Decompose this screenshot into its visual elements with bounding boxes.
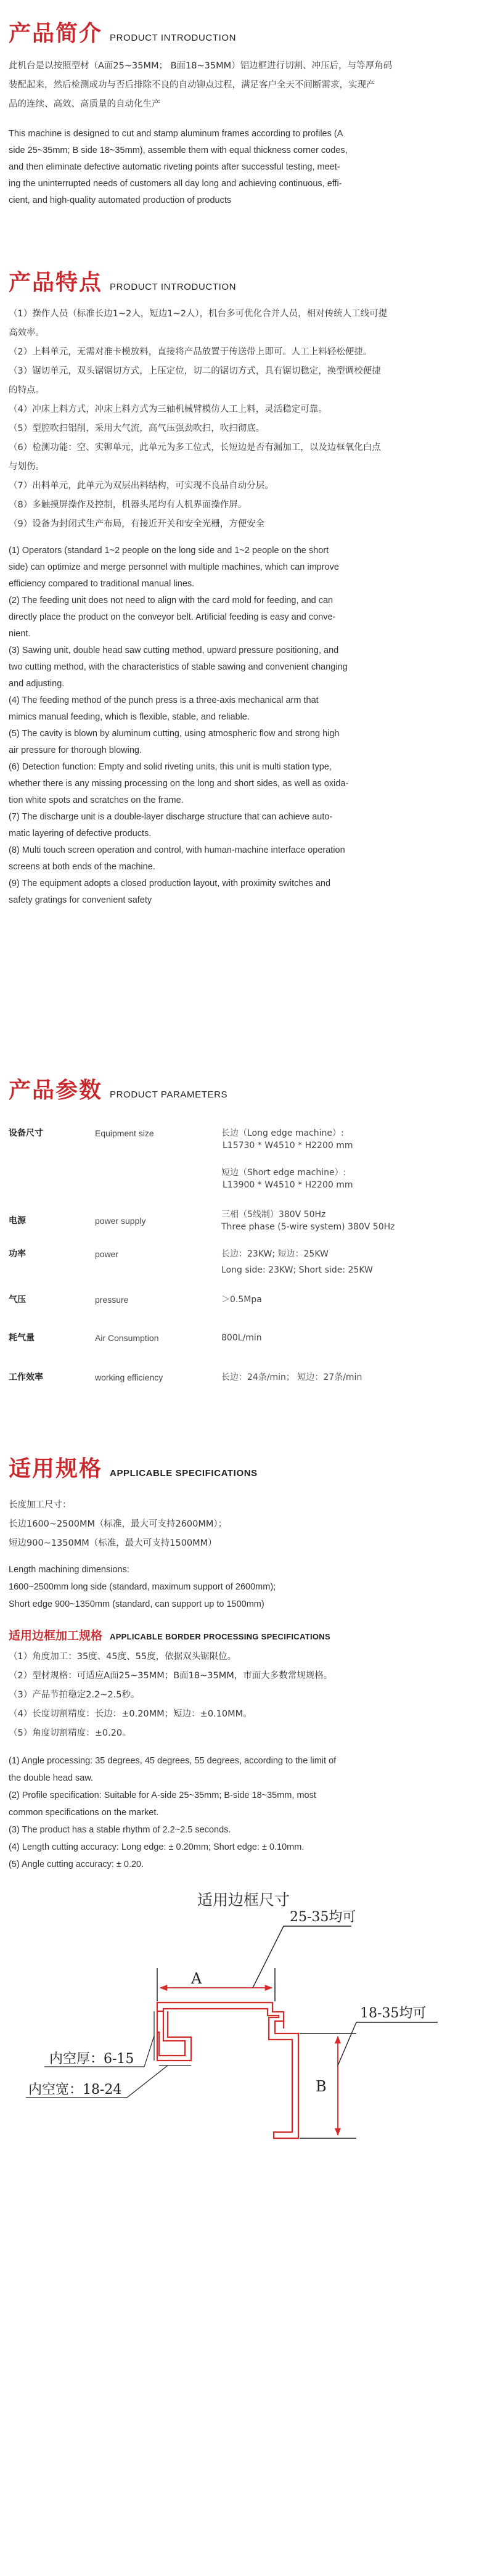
- feature-cn-line: （7）出料单元，此单元为双层出料结构，可实现不良品自动分层。: [9, 481, 274, 491]
- border-specs-title-cn: 适用边框加工规格: [9, 1629, 103, 1643]
- leader-inner-w: [127, 2065, 168, 2098]
- param-key: 功率: [9, 1249, 26, 1259]
- param-value: [221, 1294, 262, 1306]
- intro-cn-line: 此机台是以按照型材（A面25~35MM； B面18~35MM）铝边框进行切割、冲压后，与等厚角码: [9, 61, 393, 71]
- feature-en-line: (4) The feeding method of the punch press is a three-axis mechanical arm that: [9, 695, 319, 705]
- border-specs-title-en: APPLICABLE BORDER PROCESSING SPECIFICATIONS: [110, 1632, 330, 1641]
- param-value-line: L15730 * W4510 * H2200 mm: [223, 1141, 353, 1151]
- label-inner-width: 内空宽：18-24: [28, 2082, 122, 2098]
- param-value-line: 短边（Short edge machine）:: [221, 1168, 346, 1178]
- intro-en-line: and then eliminate defective automatic riveting points after successful testing, meet-: [9, 162, 340, 172]
- leader-b: [338, 2022, 356, 2065]
- param-key-en: pressure: [95, 1295, 129, 1305]
- param-key-en: power supply: [95, 1216, 146, 1226]
- param-value: [221, 1332, 262, 1344]
- feature-en-line: mimics manual feeding, which is flexible, stable, and reliable.: [9, 712, 250, 722]
- feature-en-line: safety gratings for convenient safety: [9, 895, 152, 905]
- intro-en-text: [9, 126, 477, 209]
- param-key-en: Equipment size: [95, 1128, 154, 1138]
- leader-a: [253, 1926, 284, 1988]
- param-key-en: power: [95, 1249, 119, 1259]
- feature-cn-line: 高效率。: [9, 328, 44, 338]
- features-header: [9, 265, 236, 297]
- features-en-text: [9, 543, 477, 909]
- border-spec-cn-line: （1）角度加工：35度、45度、55度，依据双头锯限位。: [9, 1652, 237, 1662]
- specs-cn-line: 长度加工尺寸：: [9, 1500, 72, 1510]
- feature-en-line: matic layering of defective products.: [9, 829, 152, 839]
- param-value-line: L13900 * W4510 * H2200 mm: [223, 1180, 353, 1190]
- feature-en-line: (3) Sawing unit, double head saw cutting method, upward pressure positioning, and: [9, 646, 339, 655]
- specs-header: [9, 1451, 258, 1483]
- intro-header: [9, 16, 236, 47]
- frame-profile-diagram: [0, 1881, 487, 2201]
- param-value: [221, 1127, 353, 1191]
- specs-en-line: 1600~2500mm long side (standard, maximum support of 2600mm);: [9, 1582, 276, 1592]
- border-spec-cn-line: （3）产品节拍稳定2.2~2.5秒。: [9, 1690, 140, 1700]
- params-title-en: PRODUCT PARAMETERS: [110, 1089, 228, 1100]
- feature-en-line: side) can optimize and merge personnel with multiple machines, which can improve: [9, 562, 339, 572]
- param-value-spacer: [221, 1152, 353, 1167]
- feature-en-line: nient.: [9, 629, 31, 639]
- param-value-line: 800L/min: [221, 1333, 262, 1343]
- feature-cn-line: 与划伤。: [9, 462, 44, 472]
- specs-en-text: [9, 1561, 477, 1613]
- intro-en-line: side 25~35mm; B side 18~35mm), assemble them with equal thickness corner codes,: [9, 146, 348, 155]
- border-spec-en-line: the double head saw.: [9, 1773, 94, 1783]
- intro-en-line: cient, and high-quality automated production of products: [9, 195, 232, 205]
- param-value-line: 长边：24条/min； 短边：27条/min: [221, 1372, 362, 1382]
- feature-cn-line: （1）操作人员（标准长边1~2人，短边1~2人），机台多可优化合并人员，相对传统人工线可提: [9, 309, 388, 319]
- features-title-cn: 产品特点: [9, 270, 103, 295]
- intro-cn-text: [9, 57, 477, 114]
- border-spec-cn-line: （4）长度切割精度：长边：±0.20MM；短边：±0.10MM。: [9, 1709, 252, 1719]
- diagram-title: 适用边框尺寸: [197, 1891, 290, 1909]
- feature-cn-line: 的特点。: [9, 385, 44, 395]
- feature-en-line: whether there is any missing processing on the long and short sides, as well as oxida-: [9, 779, 349, 789]
- border-specs-cn-text: [9, 1647, 477, 1743]
- profile-outline: [157, 2003, 298, 2138]
- border-spec-cn-line: （2）型材规格：可适应A面25~35MM；B面18~35MM，市面大多数常规规格。: [9, 1671, 333, 1681]
- feature-en-line: efficiency compared to traditional manual lines.: [9, 579, 195, 589]
- feature-en-line: air pressure for thorough blowing.: [9, 745, 142, 755]
- specs-cn-text: [9, 1496, 477, 1553]
- label-b: B: [316, 2078, 327, 2095]
- label-a: A: [191, 1970, 202, 1987]
- feature-en-line: two cutting method, with the characteristics of stable sawing and convenient changing: [9, 662, 348, 672]
- intro-cn-line: 装配起来，然后检测成功与否后排除不良的自动铆点过程，满足客户全天不间断需求，实现产: [9, 80, 375, 90]
- param-value-line: 长边：23KW; 短边：25KW: [221, 1249, 329, 1259]
- intro-title-en: PRODUCT INTRODUCTION: [110, 33, 237, 43]
- feature-en-line: (5) The cavity is blown by aluminum cutting, using atmospheric flow and strong high: [9, 729, 340, 739]
- param-key-en: working efficiency: [95, 1372, 163, 1382]
- border-spec-cn-line: （5）角度切割精度：±0.20。: [9, 1728, 131, 1738]
- feature-cn-line: （9）设备为封闭式生产布局，有接近开关和安全光栅，方便安全: [9, 519, 265, 529]
- border-specs-en-text: [9, 1752, 477, 1873]
- param-key: 气压: [9, 1295, 26, 1305]
- params-title-cn: 产品参数: [9, 1078, 103, 1103]
- features-title-en: PRODUCT INTRODUCTION: [110, 282, 237, 292]
- param-value-line: 长边（Long edge machine）:: [221, 1128, 344, 1138]
- border-specs-header: [9, 1626, 330, 1643]
- label-b-range: 18-35均可: [360, 2006, 427, 2021]
- intro-cn-line: 品的连续、高效、高质量的自动化生产: [9, 99, 161, 109]
- feature-cn-line: （8）多触摸屏操作及控制，机器头尾均有人机界面操作屏。: [9, 500, 247, 510]
- feature-cn-line: （6）检测功能：空、实铆单元，此单元为多工位式，长短边是否有漏加工，以及边框氧化白点: [9, 443, 381, 453]
- feature-en-line: (6) Detection function: Empty and solid riveting units, this unit is multi station type,: [9, 762, 332, 772]
- border-spec-en-line: (2) Profile specification: Suitable for A-side 25~35mm; B-side 18~35mm, most: [9, 1790, 316, 1800]
- border-spec-en-line: (5) Angle cutting accuracy: ± 0.20.: [9, 1860, 144, 1869]
- feature-en-line: and adjusting.: [9, 679, 65, 689]
- feature-en-line: screens at both ends of the machine.: [9, 862, 155, 872]
- specs-cn-line: 长边1600~2500MM（标准，最大可支持2600MM）；: [9, 1519, 227, 1529]
- border-spec-en-line: common specifications on the market.: [9, 1808, 159, 1818]
- feature-en-line: (1) Operators (standard 1~2 people on the long side and 1~2 people on the short: [9, 546, 329, 556]
- param-value-line: ＞0.5Mpa: [221, 1295, 262, 1305]
- leader-inner-h: [144, 2036, 154, 2067]
- param-value-line: Long side: 23KW; Short side: 25KW: [221, 1265, 373, 1275]
- features-cn-text: [9, 305, 477, 534]
- feature-cn-line: （4）冲床上料方式，冲床上料方式为三轴机械臂模仿人工上料，灵活稳定可靠。: [9, 404, 327, 414]
- specs-cn-line: 短边900~1350MM（标准，最大可支持1500MM）: [9, 1538, 217, 1548]
- intro-en-line: ing the uninterrupted needs of customers all day long and achieving continuous, effi-: [9, 179, 342, 189]
- specs-en-line: Length machining dimensions:: [9, 1565, 129, 1575]
- specs-title-en: APPLICABLE SPECIFICATIONS: [110, 1468, 258, 1479]
- border-spec-en-line: (4) Length cutting accuracy: Long edge: ± 0.20mm; Short edge: ± 0.10mm.: [9, 1842, 305, 1852]
- feature-cn-line: （5）型腔吹扫铝削，采用大气流，高气压强劲吹扫，吹扫彻底。: [9, 424, 265, 433]
- param-key-en: Air Consumption: [95, 1333, 159, 1343]
- param-key: 电源: [9, 1216, 26, 1226]
- params-header: [9, 1073, 227, 1104]
- param-value-line: Three phase (5-wire system) 380V 50Hz: [221, 1222, 395, 1232]
- intro-title-cn: 产品简介: [9, 21, 103, 46]
- specs-en-line: Short edge 900~1350mm (standard, can support up to 1500mm): [9, 1599, 264, 1609]
- intro-en-line: This machine is designed to cut and stamp aluminum frames according to profiles (A: [9, 129, 343, 139]
- label-inner-height: 内空厚：6-15: [49, 2051, 134, 2067]
- param-key: 工作效率: [9, 1372, 43, 1382]
- feature-en-line: (7) The discharge unit is a double-layer discharge structure that can achieve auto-: [9, 812, 333, 822]
- border-spec-en-line: (3) The product has a stable rhythm of 2.2~2.5 seconds.: [9, 1825, 231, 1835]
- feature-en-line: directly place the product on the conveyor belt. Artificial feeding is easy and conve-: [9, 612, 336, 622]
- param-value: [221, 1248, 373, 1276]
- feature-en-line: (8) Multi touch screen operation and control, with human-machine interface operation: [9, 845, 345, 855]
- param-value-line: 三相（5线制）380V 50Hz: [221, 1210, 326, 1220]
- feature-en-line: (9) The equipment adopts a closed production layout, with proximity switches and: [9, 879, 331, 888]
- param-value: [221, 1208, 395, 1233]
- feature-cn-line: （3）锯切单元，双头锯锯切方式，上压定位，切二的锯切方式，具有锯切稳定，换型调校便捷: [9, 366, 381, 376]
- feature-cn-line: （2）上料单元，无需对准卡模放料，直接将产品放置于传送带上即可。人工上料轻松便捷。: [9, 347, 372, 357]
- param-key: 设备尺寸: [9, 1128, 43, 1138]
- feature-en-line: tion white spots and scratches on the frame.: [9, 795, 184, 805]
- specs-title-cn: 适用规格: [9, 1456, 103, 1482]
- label-a-range: 25-35均可: [290, 1909, 356, 1925]
- param-value: [221, 1371, 362, 1384]
- border-spec-en-line: (1) Angle processing: 35 degrees, 45 degrees, 55 degrees, according to the limit of: [9, 1756, 337, 1766]
- param-key: 耗气量: [9, 1333, 35, 1343]
- feature-en-line: (2) The feeding unit does not need to align with the card mold for feeding, and can: [9, 596, 334, 605]
